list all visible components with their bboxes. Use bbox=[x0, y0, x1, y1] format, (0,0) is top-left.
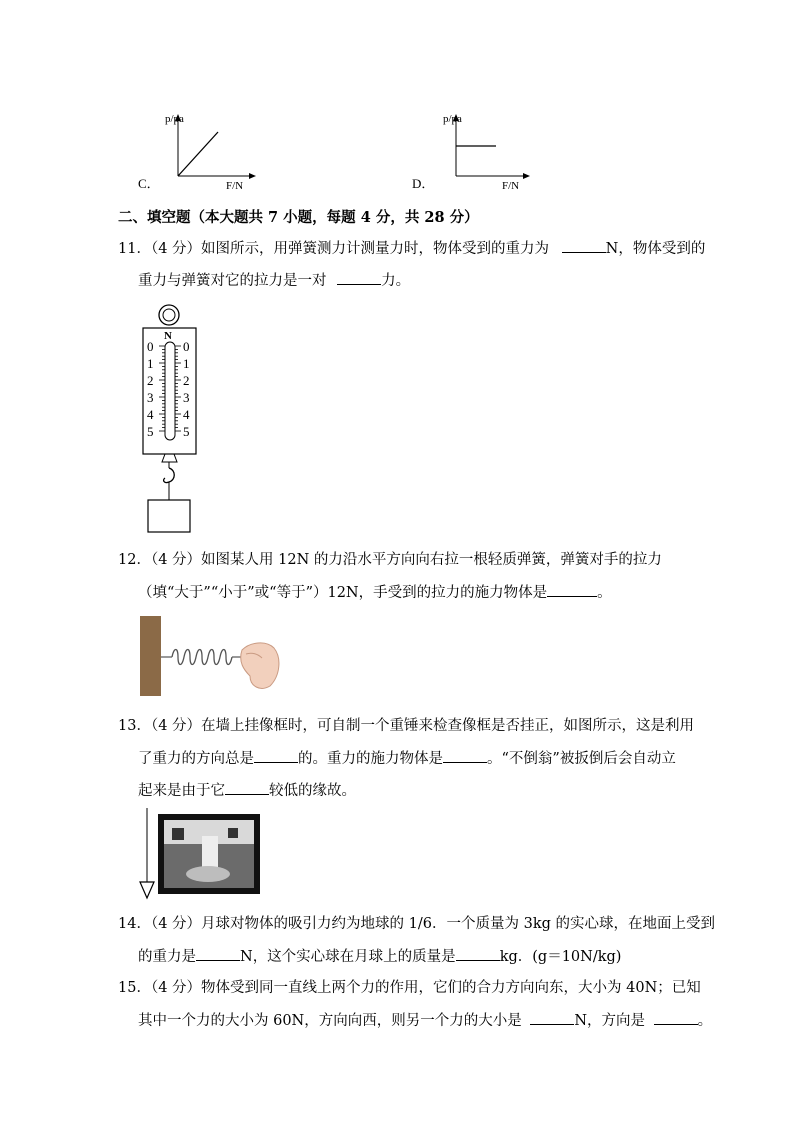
q11-blank-1[interactable] bbox=[562, 238, 606, 253]
q12-text-a: （填“大于”“小于”或“等于”）12N，手受到的拉力的施力物体是 bbox=[138, 585, 548, 601]
q11-text-c: 重力与弹簧对它的拉力是一对 bbox=[138, 273, 327, 289]
question-12-line-1: 12．（4 分）如图某人用 12N 的力沿水平方向向右拉一根轻质弹簧，弹簧对手的拉力 bbox=[118, 552, 662, 568]
q11-blank-2[interactable] bbox=[337, 270, 381, 285]
right-tick-label: 2 bbox=[183, 373, 190, 388]
q13-text-a: 了重力的方向总是 bbox=[138, 751, 254, 767]
wall bbox=[140, 616, 161, 696]
q13-blank-2[interactable] bbox=[443, 748, 487, 763]
left-tick-label: 1 bbox=[147, 356, 154, 371]
q13-blank-3[interactable] bbox=[225, 780, 269, 795]
hand bbox=[241, 643, 279, 688]
question-12-line-2 bbox=[138, 582, 612, 603]
q14-blank-1[interactable] bbox=[196, 946, 240, 961]
right-tick-label: 3 bbox=[183, 390, 190, 405]
q14-blank-2[interactable] bbox=[456, 946, 500, 961]
ring-inner bbox=[163, 309, 175, 321]
ring bbox=[159, 305, 179, 325]
q13-text-b: 的。重力的施力物体是 bbox=[298, 751, 443, 767]
question-14-line-2 bbox=[138, 946, 621, 967]
q13-text-e: 较低的缘故。 bbox=[269, 783, 356, 799]
q14-text-c: kg．(g＝10N/kg) bbox=[499, 949, 622, 965]
question-13-line-2 bbox=[138, 748, 676, 769]
photo-figure bbox=[202, 836, 218, 870]
q13-text-c: 。“不倒翁”被扳倒后会自动立 bbox=[487, 751, 676, 767]
q13-text-d: 起来是由于它 bbox=[138, 783, 225, 799]
question-11-line-2 bbox=[138, 270, 410, 291]
question-11-line-1 bbox=[118, 238, 705, 259]
proportional-line bbox=[178, 132, 218, 176]
left-tick-label: 5 bbox=[147, 424, 154, 439]
hook bbox=[164, 468, 175, 483]
question-13-line-3 bbox=[138, 780, 356, 801]
left-tick-label: 3 bbox=[147, 390, 154, 405]
x-arrow bbox=[249, 173, 256, 179]
question-13-line-1: 13．（4 分）在墙上挂像框时，可自制一个重锤来检查像框是否挂正，如图所示，这是利用 bbox=[118, 718, 695, 734]
spring-scale-figure bbox=[138, 302, 218, 536]
tick-group bbox=[159, 346, 181, 431]
right-tick-label: 1 bbox=[183, 356, 190, 371]
right-tick-label: 5 bbox=[183, 424, 190, 439]
section-heading: 二、填空题（本大题共 7 小题，每题 4 分，共 28 分） bbox=[118, 209, 479, 226]
photo-ground bbox=[186, 866, 230, 882]
weight-block bbox=[148, 500, 190, 532]
x-arrow bbox=[523, 173, 530, 179]
graph-c-ylabel: p/pa bbox=[165, 113, 184, 125]
q15-text-a: 其中一个力的大小为 60N，方向向西，则另一个力的大小是 bbox=[138, 1013, 522, 1029]
graph-d bbox=[408, 104, 548, 196]
q12-text-b: 。 bbox=[597, 585, 612, 601]
q15-blank-2[interactable] bbox=[654, 1010, 698, 1025]
left-tick-label: 4 bbox=[147, 407, 154, 422]
option-c-label: C． bbox=[138, 176, 160, 191]
graph-d-ylabel: p/pa bbox=[443, 113, 462, 125]
q14-text-b: N，这个实心球在月球上的质量是 bbox=[240, 949, 456, 965]
spring-tube bbox=[165, 342, 175, 440]
graph-c bbox=[130, 104, 270, 196]
plumb-bob bbox=[140, 882, 154, 898]
right-tick-label: 4 bbox=[183, 407, 190, 422]
question-15-line-2 bbox=[138, 1010, 712, 1031]
q12-blank-1[interactable] bbox=[547, 582, 597, 597]
tick-label-group bbox=[147, 339, 190, 439]
q11-text-b: N，物体受到的 bbox=[605, 241, 706, 257]
spring-scale-svg bbox=[138, 302, 218, 536]
left-tick-label: 2 bbox=[147, 373, 154, 388]
question-15-line-1: 15．（4 分）物体受到同一直线上两个力的作用，它们的合力方向向东，大小为 40N；已知 bbox=[118, 980, 701, 996]
q15-text-c: 。 bbox=[697, 1013, 713, 1029]
photo-window-1 bbox=[172, 828, 184, 840]
question-14-line-1: 14．（4 分）月球对物体的吸引力约为地球的 1/6．一个质量为 3kg 的实心球，在地面上受到 bbox=[118, 916, 715, 932]
unit-label: N bbox=[164, 330, 172, 342]
scale-neck bbox=[162, 454, 177, 462]
q15-text-b: N，方向是 bbox=[574, 1013, 646, 1029]
q14-text-a: 的重力是 bbox=[138, 949, 196, 965]
plumb-frame-svg bbox=[136, 806, 266, 900]
graph-c-xlabel: F/N bbox=[226, 180, 244, 192]
q13-blank-1[interactable] bbox=[254, 748, 298, 763]
graph-d-xlabel: F/N bbox=[502, 180, 520, 192]
left-tick-label: 0 bbox=[147, 339, 154, 354]
graph-d-svg bbox=[408, 104, 548, 196]
spring-hand-figure bbox=[138, 614, 286, 698]
spring-hand-svg bbox=[138, 614, 286, 698]
q15-blank-1[interactable] bbox=[530, 1010, 574, 1025]
q11-text-d: 力。 bbox=[381, 273, 411, 289]
graph-c-svg bbox=[130, 104, 270, 196]
right-tick-label: 0 bbox=[183, 339, 190, 354]
plumb-frame-figure bbox=[136, 806, 266, 900]
spring-coils bbox=[172, 650, 232, 665]
photo-window-2 bbox=[228, 828, 238, 838]
option-d-label: D． bbox=[412, 176, 435, 191]
q11-text-a: 11．（4 分）如图所示，用弹簧测力计测量力时，物体受到的重力为 bbox=[118, 241, 550, 257]
